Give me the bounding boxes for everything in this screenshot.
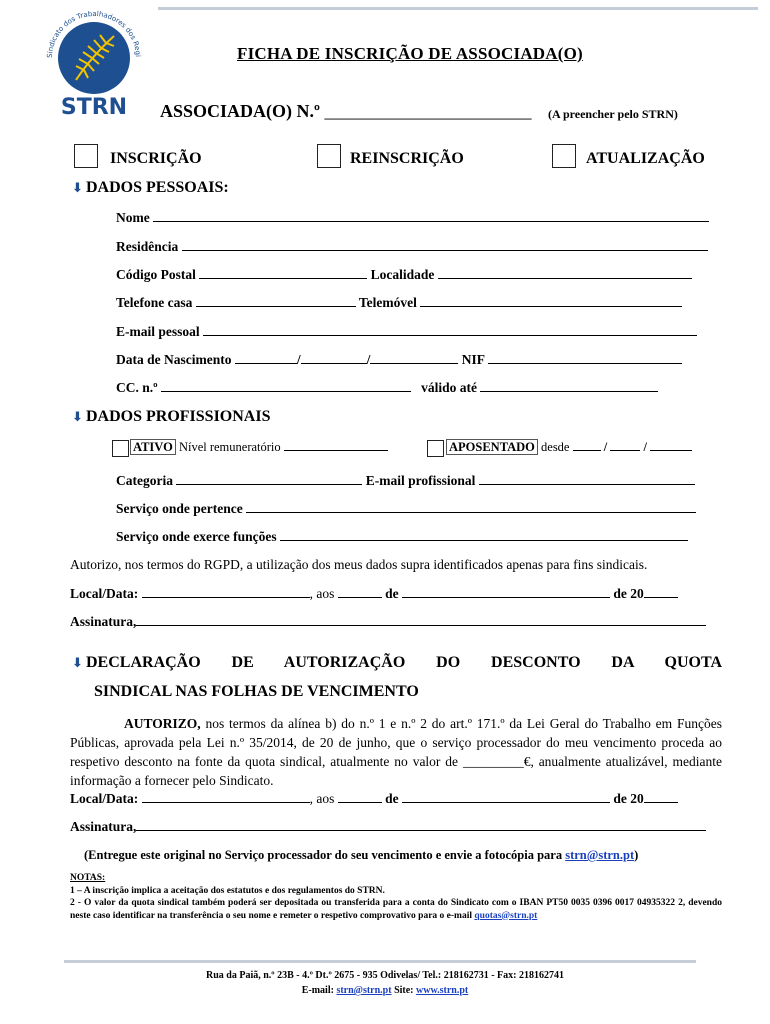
- associado-number-label: ASSOCIADA(O) N.º _______________________: [160, 101, 532, 121]
- aposentado-checkbox[interactable]: [427, 440, 444, 457]
- rgpd-text: Autorizo, nos termos do RGPD, a utilização dos meus dados supra identificados apenas para fins sindicais.: [70, 557, 648, 572]
- email-field[interactable]: [203, 325, 697, 336]
- servico-exerce-field[interactable]: [280, 530, 688, 541]
- logo-brand: STRN: [60, 95, 128, 120]
- notes-title: NOTAS:: [70, 873, 106, 883]
- local-field-2[interactable]: [142, 792, 310, 803]
- nome-row: Nome: [116, 210, 709, 226]
- telefone-row: Telefone casa Telemóvel: [116, 295, 682, 311]
- footer-site-link[interactable]: www.strn.pt: [416, 985, 469, 996]
- nascimento-row: Data de Nascimento / / NIF: [116, 352, 682, 368]
- assinatura-field-1[interactable]: [136, 615, 706, 626]
- nif-field[interactable]: [488, 353, 682, 364]
- quotas-email-link[interactable]: quotas@strn.pt: [474, 910, 538, 921]
- associado-note: (A preencher pelo STRN): [548, 107, 678, 121]
- residencia-row: Residência: [116, 239, 708, 255]
- categoria-row: Categoria E-mail profissional: [116, 473, 695, 489]
- telemovel-field[interactable]: [420, 296, 682, 307]
- cc-row: CC. n.º válido até: [116, 380, 658, 396]
- note-2: 2 - O valor da quota sindical também poderá ser depositada ou transferida para a conta do Sindicato com o IBAN PT50 0035 0396 0017 04935322 2, devendo neste caso identificar na transferência o seu nome e remeter o respetivo comprovativo para o e-mail quotas@strn.pt: [70, 898, 722, 921]
- categoria-field[interactable]: [176, 474, 362, 485]
- assinatura-row-1: Assinatura,: [70, 614, 706, 630]
- note-1: 1 – A inscrição implica a aceitação dos estatutos e dos regulamentos do STRN.: [70, 885, 385, 896]
- section-dados-pessoais: ⬇ DADOS PESSOAIS:: [72, 179, 229, 196]
- codigo-postal-row: Código Postal Localidade: [116, 267, 692, 283]
- month-field-1[interactable]: [402, 587, 610, 598]
- nome-field[interactable]: [153, 211, 709, 222]
- local-data-row-1: Local/Data: , aos de de 20: [70, 586, 678, 602]
- localidade-field[interactable]: [438, 268, 692, 279]
- ativo-row: ATIVO Nível remuneratório: [130, 440, 388, 455]
- notes-block: [70, 872, 722, 922]
- local-data-row-2: Local/Data: , aos de de 20: [70, 791, 678, 807]
- section-declaracao: ⬇ DECLARAÇÃO DE AUTORIZAÇÃO DO DESCONTO DA QUOTA: [72, 654, 722, 671]
- residencia-field[interactable]: [182, 240, 708, 251]
- entregue-note: (Entregue este original no Serviço processador do seu vencimento e envie a fotocópia para strn@strn.pt): [84, 848, 639, 862]
- year-field-1[interactable]: [644, 587, 678, 598]
- arrow-down-icon: ⬇: [72, 410, 83, 425]
- day-field-1[interactable]: [338, 587, 382, 598]
- reinscricao-checkbox[interactable]: [317, 144, 341, 168]
- inscricao-label: INSCRIÇÃO: [110, 150, 202, 167]
- servico-pertence-row: Serviço onde pertence: [116, 501, 696, 517]
- valido-field[interactable]: [480, 381, 658, 392]
- autorizo-paragraph: AUTORIZO, nos termos da alínea b) do n.º 1 e n.º 2 do art.º 171.º da Lei Geral do Trabalho em Funções Públicas, aprovada pela Lei n.º 35/2014, de 20 de junho, que o serviço processador do meu vencimento proceda ao respetivo desconto na fonte da quota sindical, atualmente no valor de _________€, anualmente atualizável, mediante informação a fornecer pelo Sindicato.: [70, 716, 722, 788]
- telefone-field[interactable]: [196, 296, 356, 307]
- assinatura-row-2: Assinatura,: [70, 819, 706, 835]
- email-profissional-field[interactable]: [479, 474, 695, 485]
- aposentado-row: APOSENTADO desde / /: [446, 440, 692, 455]
- strn-email-link[interactable]: strn@strn.pt: [565, 848, 635, 862]
- month-field-2[interactable]: [402, 792, 610, 803]
- desde-day-field[interactable]: [573, 440, 601, 451]
- bottom-rule: [64, 960, 696, 963]
- year-field-2[interactable]: [644, 792, 678, 803]
- servico-pertence-field[interactable]: [246, 502, 696, 513]
- servico-exerce-row: Serviço onde exerce funções: [116, 529, 688, 545]
- top-rule: [158, 7, 758, 10]
- cc-field[interactable]: [161, 381, 411, 392]
- page-title: FICHA DE INSCRIÇÃO DE ASSOCIADA(O): [237, 44, 583, 63]
- desde-year-field[interactable]: [650, 440, 692, 451]
- nascimento-day-field[interactable]: [235, 353, 297, 364]
- section-dados-profissionais: ⬇ DADOS PROFISSIONAIS: [72, 408, 271, 425]
- desde-month-field[interactable]: [610, 440, 640, 451]
- reinscricao-label: REINSCRIÇÃO: [350, 150, 464, 167]
- nivel-field[interactable]: [284, 440, 388, 451]
- arrow-down-icon: ⬇: [72, 656, 83, 671]
- inscricao-checkbox[interactable]: [74, 144, 98, 168]
- ativo-checkbox[interactable]: [112, 440, 129, 457]
- assinatura-field-2[interactable]: [136, 820, 706, 831]
- email-row: E-mail pessoal: [116, 324, 697, 340]
- nascimento-month-field[interactable]: [301, 353, 367, 364]
- atualizacao-checkbox[interactable]: [552, 144, 576, 168]
- nascimento-year-field[interactable]: [370, 353, 458, 364]
- atualizacao-label: ATUALIZAÇÃO: [586, 150, 705, 167]
- codigo-postal-field[interactable]: [199, 268, 367, 279]
- strn-logo: [40, 8, 148, 120]
- svg-text:Sindicato dos Trabalhadores do: Sindicato dos Trabalhadores dos Regi: [45, 9, 142, 59]
- section-declaracao-line2: SINDICAL NAS FOLHAS DE VENCIMENTO: [94, 683, 419, 700]
- arrow-down-icon: ⬇: [72, 181, 83, 196]
- day-field-2[interactable]: [338, 792, 382, 803]
- footer-email-link[interactable]: strn@strn.pt: [336, 985, 392, 996]
- local-field-1[interactable]: [142, 587, 310, 598]
- footer-contacts: E-mail: strn@strn.pt Site: www.strn.pt: [301, 985, 469, 996]
- footer-address: Rua da Paiã, n.º 23B - 4.º Dt.º 2675 - 935 Odivelas/ Tel.: 218162731 - Fax: 218162741: [206, 970, 564, 981]
